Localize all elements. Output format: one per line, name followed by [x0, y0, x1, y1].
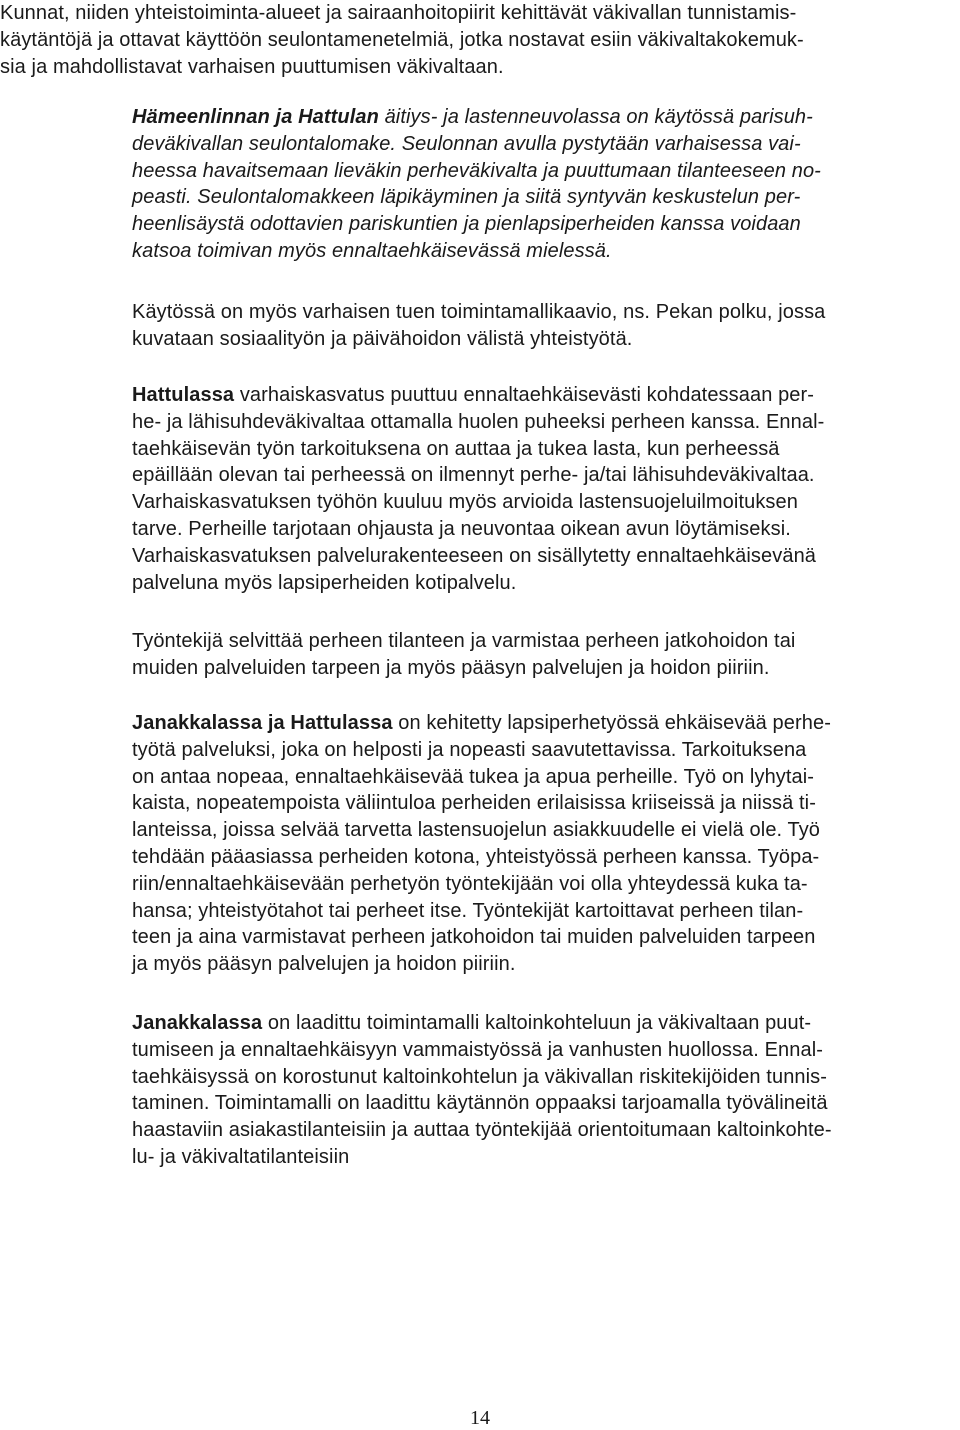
- paragraph-line: tumiseen ja ennaltaehkäisyyn vammaistyössä ja vanhusten huollossa. Ennal-: [132, 1038, 824, 1061]
- paragraph-line: [132, 104, 821, 131]
- paragraph-line: teen ja aina varmistavat perheen jatkohoidon tai muiden palveluiden tarpeen: [132, 926, 816, 949]
- paragraph-line: Työntekijä selvittää perheen tilanteen ja varmistaa perheen jatkohoidon tai: [132, 630, 796, 652]
- paragraph-line: peasti. Seulontalomakkeen läpikäyminen ja siitä syntyvän keskustelun per-: [132, 186, 801, 209]
- paragraph-line: lu- ja väkivaltatilanteisiin: [132, 1145, 350, 1168]
- intro-paragraph: [0, 0, 804, 80]
- paragraph-line: Käytössä on myös varhaisen tuen toimintamallikaavio, ns. Pekan polku, jossa: [132, 301, 826, 323]
- municipality-name: Hattulassa: [132, 384, 235, 406]
- paragraph-line: Varhaiskasvatuksen työhön kuuluu myös arvioida lastensuojeluilmoituksen: [132, 491, 798, 514]
- hameenlinna-hattula-paragraph: [132, 104, 821, 265]
- municipality-name: Janakkalassa ja Hattulassa: [132, 712, 393, 734]
- hattula-paragraph: [132, 382, 824, 596]
- paragraph-line: riin/ennaltaehkäisevään perhetyön työntekijään voi olla yhteydessä kuka ta-: [132, 872, 808, 895]
- paragraph-line: tarve. Perheille tarjotaan ohjausta ja neuvontaa oikean avun löytämiseksi.: [132, 517, 791, 540]
- intro-line: sia ja mahdollistavat varhaisen puuttumisen väkivaltaan.: [0, 55, 504, 78]
- paragraph-line: kaista, nopeatempoista väliintuloa perheiden erilaisissa kriiseissä ja niissä ti-: [132, 792, 816, 815]
- paragraph-line: on antaa nopeaa, ennaltaehkäisevää tukea ja apua perheille. Työ on lyhytai-: [132, 765, 815, 788]
- paragraph-text: on laadittu toimintamalli kaltoinkohteluun ja väkivaltaan puut-: [262, 1012, 812, 1034]
- janakkala-hattula-paragraph: [132, 710, 831, 978]
- janakkala-paragraph: [132, 1010, 832, 1171]
- paragraph-line: hansa; yhteistyötahot tai perheet itse. Työntekijät kartoittavat perheen tilan-: [132, 899, 804, 922]
- intro-line: Kunnat, niiden yhteistoiminta-alueet ja sairaanhoitopiirit kehittävät väkivallan tunnistamis-: [0, 2, 797, 24]
- paragraph-line: haastaviin asiakastilanteisiin ja auttaa työntekijää orientoitumaan kaltoinkohte-: [132, 1119, 832, 1142]
- paragraph-line: heessa havaitsemaan lieväkin perheväkivalta ja puuttumaan tilanteeseen no-: [132, 159, 821, 182]
- paragraph-text: varhaiskasvatus puuttuu ennaltaehkäisevästi kohdatessaan per-: [234, 384, 815, 406]
- municipality-name: Hämeenlinnan ja Hattulan: [132, 106, 379, 128]
- paragraph-line: katsoa toimivan myös ennaltaehkäisevässä mielessä.: [132, 239, 612, 262]
- paragraph-line: palveluna myös lapsiperheiden kotipalvelu.: [132, 571, 517, 594]
- paragraph-line: heenlisäystä odottavien pariskuntien ja pienlapsiperheiden kanssa voidaan: [132, 213, 801, 236]
- paragraph-line: taehkäisevän työn tarkoituksena on auttaa ja tukea lasta, kun perheessä: [132, 437, 780, 460]
- worker-paragraph: [132, 628, 795, 682]
- page-number: 14: [470, 1407, 490, 1429]
- paragraph-line: deväkivallan seulontalomake. Seulonnan avulla pystytään varhaisessa vai-: [132, 132, 801, 155]
- municipality-name: Janakkalassa: [132, 1012, 263, 1034]
- paragraph-line: [132, 382, 824, 409]
- paragraph-line: työtä palveluksi, joka on helposti ja nopeasti saavutettavissa. Tarkoituksena: [132, 738, 807, 761]
- paragraph-line: tehdään pääasiassa perheiden kotona, yhteistyössä perheen kanssa. Työpa-: [132, 845, 820, 868]
- paragraph-line: muiden palveluiden tarpeen ja myös pääsyn palvelujen ja hoidon piiriin.: [132, 656, 770, 679]
- pekan-polku-paragraph: [132, 299, 825, 353]
- intro-line: käytäntöjä ja ottavat käyttöön seulontamenetelmiä, jotka nostavat esiin väkivaltakokemuk-: [0, 28, 804, 51]
- paragraph-line: ja myös pääsyn palvelujen ja hoidon piiriin.: [132, 953, 516, 976]
- paragraph-line: [132, 710, 831, 737]
- paragraph-line: kuvataan sosiaalityön ja päivähoidon välistä yhteistyötä.: [132, 327, 633, 350]
- paragraph-line: epäillään olevan tai perheessä on ilmennyt perhe- ja/tai lähisuhdeväkivaltaa.: [132, 464, 815, 487]
- paragraph-line: lanteissa, joissa selvää tarvetta lastensuojelun asiakkuudelle ei vielä ole. Työ: [132, 819, 821, 842]
- paragraph-line: taehkäisyssä on korostunut kaltoinkohtelun ja väkivallan riskitekijöiden tunnis-: [132, 1065, 828, 1088]
- paragraph-line: he- ja lähisuhdeväkivaltaa ottamalla huolen puheeksi perheen kanssa. Ennal-: [132, 410, 825, 433]
- paragraph-text: on kehitetty lapsiperhetyössä ehkäisevää perhe-: [392, 712, 831, 734]
- paragraph-text: äitiys- ja lastenneuvolassa on käytössä parisuh-: [378, 106, 813, 128]
- paragraph-line: Varhaiskasvatuksen palvelurakenteeseen on sisällytetty ennaltaehkäisevänä: [132, 544, 817, 567]
- paragraph-line: taminen. Toimintamalli on laadittu käytännön oppaaksi tarjoamalla työvälineitä: [132, 1092, 828, 1115]
- paragraph-line: [132, 1010, 832, 1037]
